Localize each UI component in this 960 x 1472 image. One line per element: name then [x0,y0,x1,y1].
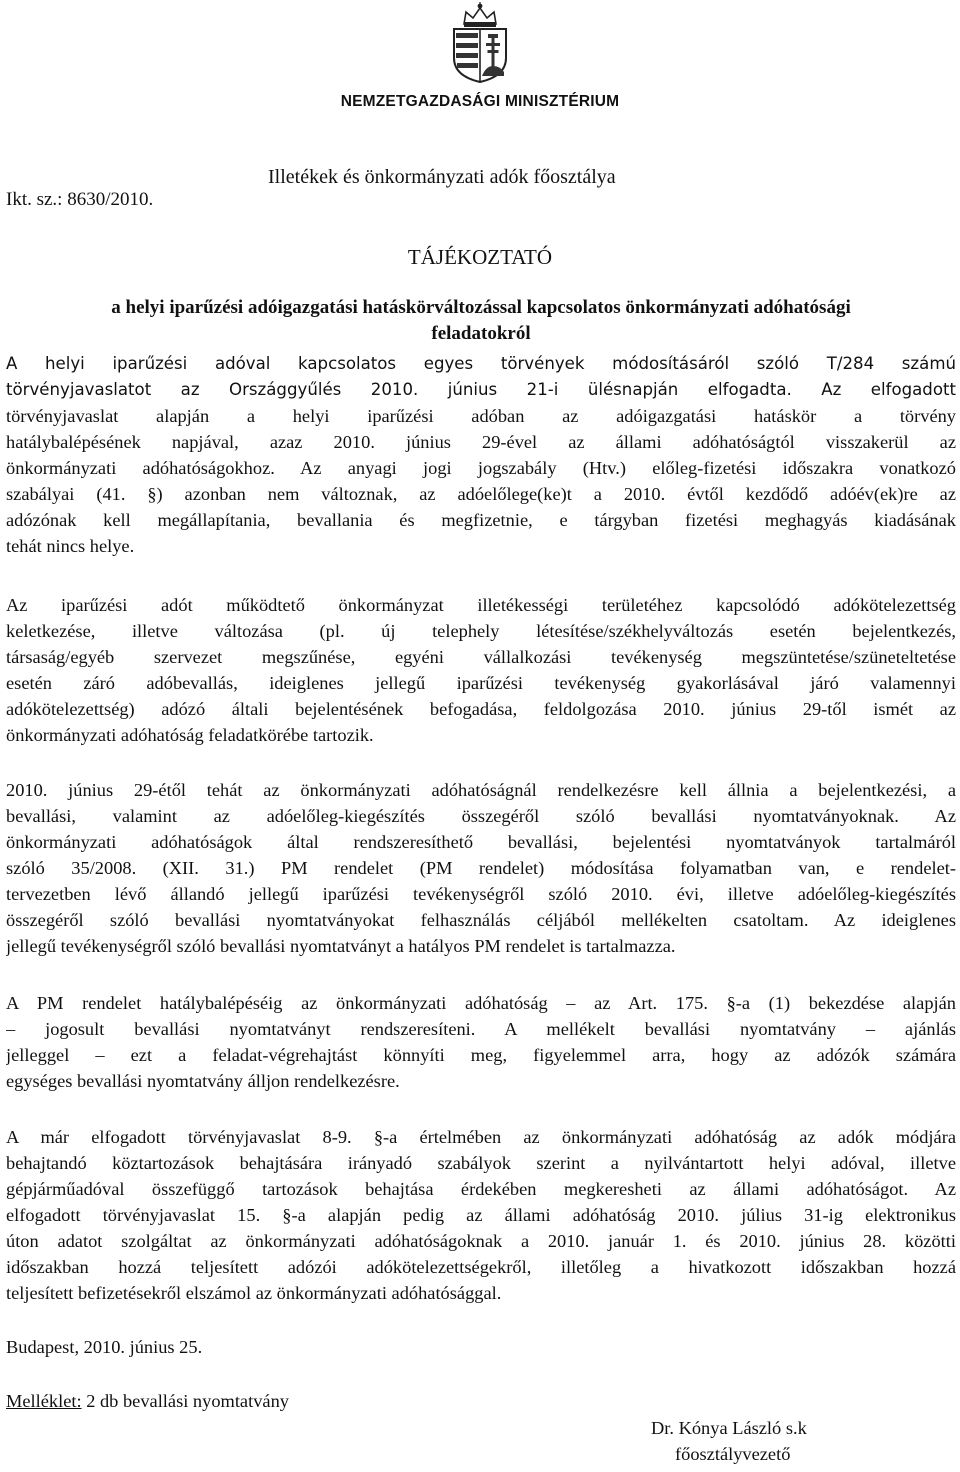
paragraph-3 [6,777,956,959]
text-line: adózónak kell megállapítania, bevallania és megfizetnie, e tárgyban fizetési meghagyás kiadásának [6,510,956,530]
text-line: gépjárműadóval összefüggő tartozások behajtása érdekében megkeresheti az állami adóhatóságot. Az [6,1179,956,1199]
text-line: A PM rendelet hatálybalépéséig az önkormányzati adóhatóság – az Art. 175. §-a (1) bekezdése alapján [6,993,956,1013]
signatory-title: főosztályvezető [675,1444,791,1464]
coat-of-arms-icon [442,2,518,84]
attachment-label: Melléklet: [6,1391,82,1411]
text-line: időszakban hozzá teljesített adózói adókötelezettségekről, illetőleg a hivatkozott időszakban hozzá [6,1257,956,1277]
place-and-date: Budapest, 2010. június 25. [6,1337,203,1357]
paragraph-1 [6,351,956,559]
text-line: A helyi iparűzési adóval kapcsolatos egyes törvények módosításáról szóló T/284 számú [6,354,956,373]
text-line: önkormányzati adóhatóság feladatkörébe tartozik. [6,725,374,745]
text-line: törvényjavaslatot az Országgyűlés 2010. június 21-i ülésnapján elfogadta. Az elfogadott [6,380,956,399]
text-line: A már elfogadott törvényjavaslat 8-9. §-a értelmében az önkormányzati adóhatóság az adók módjára [6,1127,956,1147]
text-line: elfogadott törvényjavaslat 15. §-a alapján pedig az állami adóhatóság 2010. július 31-ig elektronikus [6,1205,956,1225]
text-line: egységes bevallási nyomtatvány álljon rendelkezésre. [6,1071,400,1091]
file-reference: Ikt. sz.: 8630/2010. [6,189,154,210]
subtitle-line: a helyi iparűzési adóigazgatási hatáskörváltozással kapcsolatos önkormányzati adóhatósági [111,297,851,318]
text-line: tehát nincs helye. [6,536,135,556]
text-line: teljesített befizetésekről elszámol az önkormányzati adóhatósággal. [6,1283,502,1303]
text-line: – jogosult bevallási nyomtatványt rendszeresíteni. A mellékelt bevallási nyomtatvány – ajánlás [6,1019,956,1039]
text-line: hatálybalépésének napjával, azaz 2010. június 29-ével az állami adóhatóságtól visszakerül az [6,432,956,452]
document-subtitle [6,295,956,347]
text-line: önkormányzati adóhatóságok által rendszeresíthető bevallási, bejelentési nyomtatványok tartalmáról [6,832,956,852]
attachment-text: 2 db bevallási nyomtatvány [81,1391,289,1411]
text-line: tervezetben lévő állandó jellegű iparűzési tevékenységről szóló 2010. évi, illetve adóelőleg-kiegészítés [6,884,956,904]
ministry-name: NEMZETGAZDASÁGI MINISZTÉRIUM [340,93,620,110]
text-line: jellegű tevékenységről szóló bevallási nyomtatványt a hatályos PM rendelet is tartalmazza. [6,936,676,956]
paragraph-4 [6,990,956,1094]
text-line: keletkezése, illetve változása (pl. új telephely létesítése/székhelyváltozás esetén bejelentkezés, [6,621,956,641]
text-line: 2010. június 29-étől tehát az önkormányzati adóhatóságnál rendelkezésre kell állnia a bejelentkezési, a [6,780,956,800]
text-line: önkormányzati adóhatóságokhoz. Az anyagi jogi jogszabály (Htv.) előleg-fizetési időszakra vonatkozó [6,458,956,478]
text-line: bevallási, valamint az adóelőleg-kiegészítés összegéről szóló bevallási nyomtatványoknak. Az [6,806,956,826]
text-line: Az iparűzési adót működtető önkormányzat illetékességi területéhez kapcsolódó adókötelezettség [6,595,956,615]
subtitle-line: feladatokról [431,323,531,344]
paragraph-2 [6,592,956,748]
signatory-name: Dr. Kónya László s.k [651,1418,807,1438]
document-title: TÁJÉKOZTATÓ [407,245,553,269]
text-line: adókötelezettség) adózó általi bejelentésének befogadása, feldolgozása 2010. június 29-től ismét az [6,699,956,719]
text-line: jelleggel – ezt a feladat-végrehajtást könnyíti meg, figyelemmel arra, hogy az adózók számára [6,1045,956,1065]
paragraph-5 [6,1124,956,1306]
text-line: összegéről szóló bevallási nyomtatványokat felhasználás céljából mellékelten csatoltam. Az ideiglenes [6,910,956,930]
text-line: törvényjavaslat alapján a helyi iparűzési adóban az adóigazgatási hatáskör a törvény [6,406,956,426]
attachment-note [6,1391,289,1412]
text-line: társaság/egyéb szervezet megszűnése, egyéni vállalkozási tevékenység megszüntetése/szüneteltetése [6,647,956,667]
text-line: behajtandó köztartozások behajtására irányadó szabályok szerint a nyilvántartott helyi adóval, illetve [6,1153,956,1173]
text-line: esetén záró adóbevallás, ideiglenes jellegű iparűzési tevékenység gyakorlásával járó valamennyi [6,673,956,693]
text-line: szabályai (41. §) azonban nem változnak, az adóelőlege(ke)t a 2010. évtől kezdődő adóév(ek)re az [6,484,956,504]
text-line: úton adatot szolgáltat az önkormányzati adóhatóságoknak a 2010. január 1. és 2010. június 28. közötti [6,1231,956,1251]
text-line: szóló 35/2008. (XII. 31.) PM rendelet (PM rendelet) módosítása folyamatban van, e rendelet- [6,858,956,878]
department-name: Illetékek és önkormányzati adók főosztálya [268,166,616,188]
